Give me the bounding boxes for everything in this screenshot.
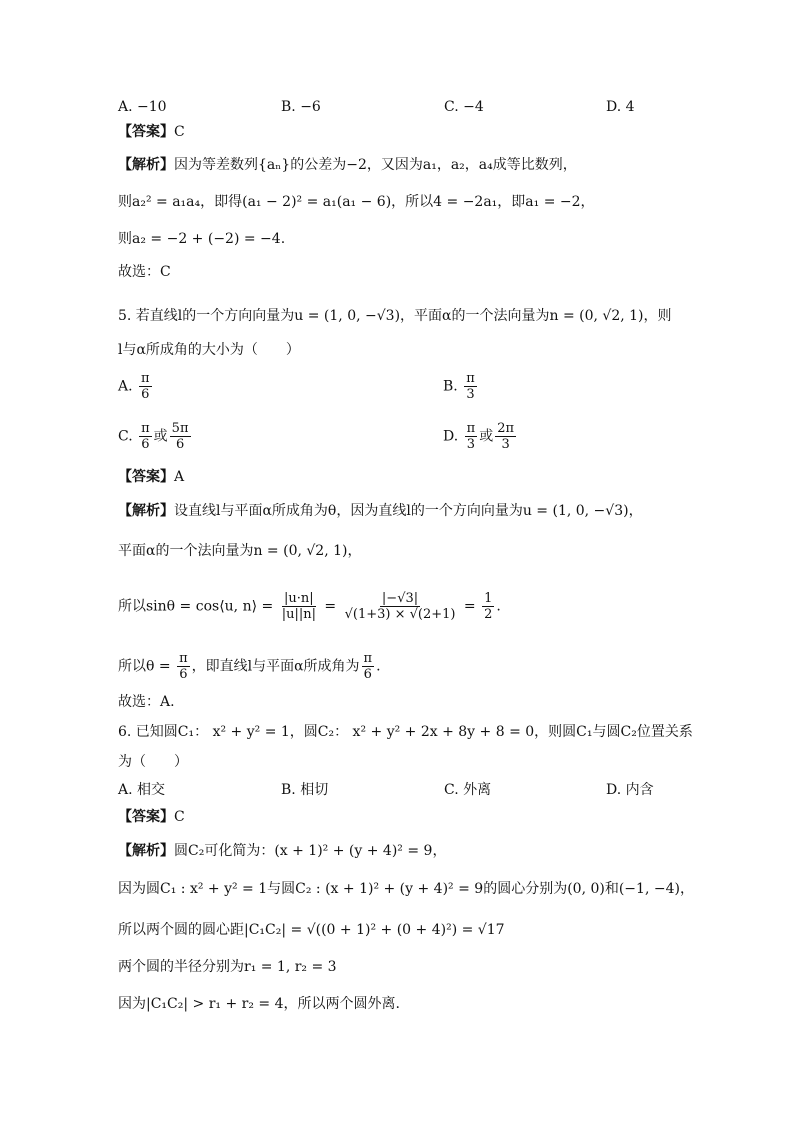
q5-stem-line-1: 5. 若直线l的一个方向向量为u = (1, 0, −√3)，平面α的一个法向量为n = (0, √2, 1)，则 (118, 308, 672, 324)
q6-option-b: B. 相切 (281, 782, 329, 798)
fraction: $\frac{|u\cdot n|}{|u||n|}$ (281, 591, 316, 622)
q6-option-c: C. 外离 (444, 782, 492, 798)
q4-option-b: B. −6 (281, 99, 321, 115)
q5-analysis-line-2: 平面α的一个法向量为n = (0, √2, 1)， (118, 543, 362, 559)
analysis-text: 设直线l与平面α所成角为θ，因为直线l的一个方向向量为u = (1, 0, −√3)， (174, 503, 643, 519)
q5-analysis-line-4: 所以θ = $\frac{\pi}{6}$ ，即直线l与平面α所成角为 $\frac{\pi}{6}$ . (118, 651, 381, 682)
fraction: $\frac{5\pi}{6}$ (171, 421, 189, 452)
q6-analysis-line-5: 因为|C₁C₂| > r₁ + r₂ = 4，所以两个圆外离. (118, 996, 400, 1012)
q6-analysis-line-2: 因为圆C₁ : x² + y² = 1与圆C₂ : (x + 1)² + (y + 4)² = 9的圆心分别为(0, 0)和(−1, −4)， (118, 881, 694, 897)
q6-answer (118, 807, 185, 827)
q5-stem-line-2: l与α所成角的大小为（ ） (118, 342, 300, 358)
q4-analysis-line-2: 则a₂² = a₁a₄，即得(a₁ − 2)² = a₁(a₁ − 6)，所以4 = −2a₁，即a₁ = −2， (118, 194, 595, 210)
q5-option-d (443, 421, 518, 452)
fraction: $\frac{1}{2}$ (484, 591, 493, 622)
answer-tag: 【答案】 (118, 809, 174, 825)
option-joiner: 或 (153, 428, 168, 445)
fraction: $\frac{\pi}{3}$ (466, 371, 475, 402)
option-label: B. (443, 378, 458, 395)
q6-option-a: A. 相交 (118, 782, 166, 798)
option-label: D. (443, 428, 459, 445)
option-joiner: 或 (479, 428, 494, 445)
fraction: $\frac{2\pi}{3}$ (497, 421, 515, 452)
analysis-text: 圆C₂可化简为：(x + 1)² + (y + 4)² = 9， (174, 843, 447, 859)
q5-answer (118, 467, 184, 487)
fraction: $\frac{\pi}{6}$ (141, 371, 150, 402)
option-label: C. (118, 428, 133, 445)
q6-analysis-line-1 (118, 841, 446, 861)
analysis-text: 所以sinθ = cos⟨u, n⟩ = (118, 598, 274, 615)
analysis-tag: 【解析】 (118, 157, 174, 173)
q6-analysis-line-3: 所以两个圆的圆心距|C₁C₂| = √((0 + 1)² + (0 + 4)²) = √17 (118, 922, 505, 938)
q6-stem-line-1: 6. 已知圆C₁： x² + y² = 1，圆C₂： x² + y² + 2x + 8y + 8 = 0，则圆C₁与圆C₂位置关系 (118, 724, 693, 740)
analysis-text: 因为等差数列{aₙ}的公差为−2，又因为a₁，a₂，a₄成等比数列， (174, 157, 577, 173)
option-label: A. (118, 378, 133, 395)
q4-option-a: A. −10 (118, 99, 167, 115)
answer-value: A (174, 469, 185, 485)
q4-analysis-line-1 (118, 155, 577, 175)
q6-analysis-line-4: 两个圆的半径分别为r₁ = 1, r₂ = 3 (118, 959, 337, 975)
q4-answer (118, 122, 185, 142)
q5-option-c (118, 421, 193, 452)
q4-option-c: C. −4 (444, 99, 484, 115)
answer-value: C (174, 809, 185, 825)
fraction: $\frac{\pi}{6}$ (179, 651, 188, 682)
q5-option-b (443, 371, 479, 402)
analysis-text: ，即直线l与平面α所成角为 (191, 658, 360, 675)
fraction: $\frac{\pi}{6}$ (363, 651, 373, 682)
analysis-tag: 【解析】 (118, 843, 174, 859)
q6-option-d: D. 内含 (606, 782, 654, 798)
answer-tag: 【答案】 (118, 469, 174, 485)
analysis-tag: 【解析】 (118, 503, 174, 519)
q6-stem-line-2: 为（ ） (118, 754, 188, 770)
q5-analysis-line-1 (118, 501, 643, 521)
q4-option-d: D. 4 (606, 99, 635, 115)
fraction: $\frac{\pi}{6}$ (141, 421, 150, 452)
q5-option-a (118, 371, 154, 402)
answer-value: C (174, 124, 185, 140)
analysis-text: 所以θ = (118, 658, 171, 675)
q5-choose: 故选：A. (118, 694, 175, 710)
q4-analysis-line-3: 则a₂ = −2 + (−2) = −4. (118, 231, 286, 247)
q4-choose: 故选：C (118, 264, 171, 280)
fraction: $\frac{|-√3|}{√(1+3) \times √(2+1)}$ (344, 591, 456, 622)
answer-tag: 【答案】 (118, 124, 174, 140)
q5-analysis-line-3: 所以sinθ = cos⟨u, n⟩ = $\frac{|u\cdot n|}{|u||n|}$ = $\frac{|-√3|}{√(1+3) \times √(2+1)}$ = $\frac{1}{2}$ . (118, 591, 501, 622)
fraction: $\frac{\pi}{3}$ (466, 421, 476, 452)
